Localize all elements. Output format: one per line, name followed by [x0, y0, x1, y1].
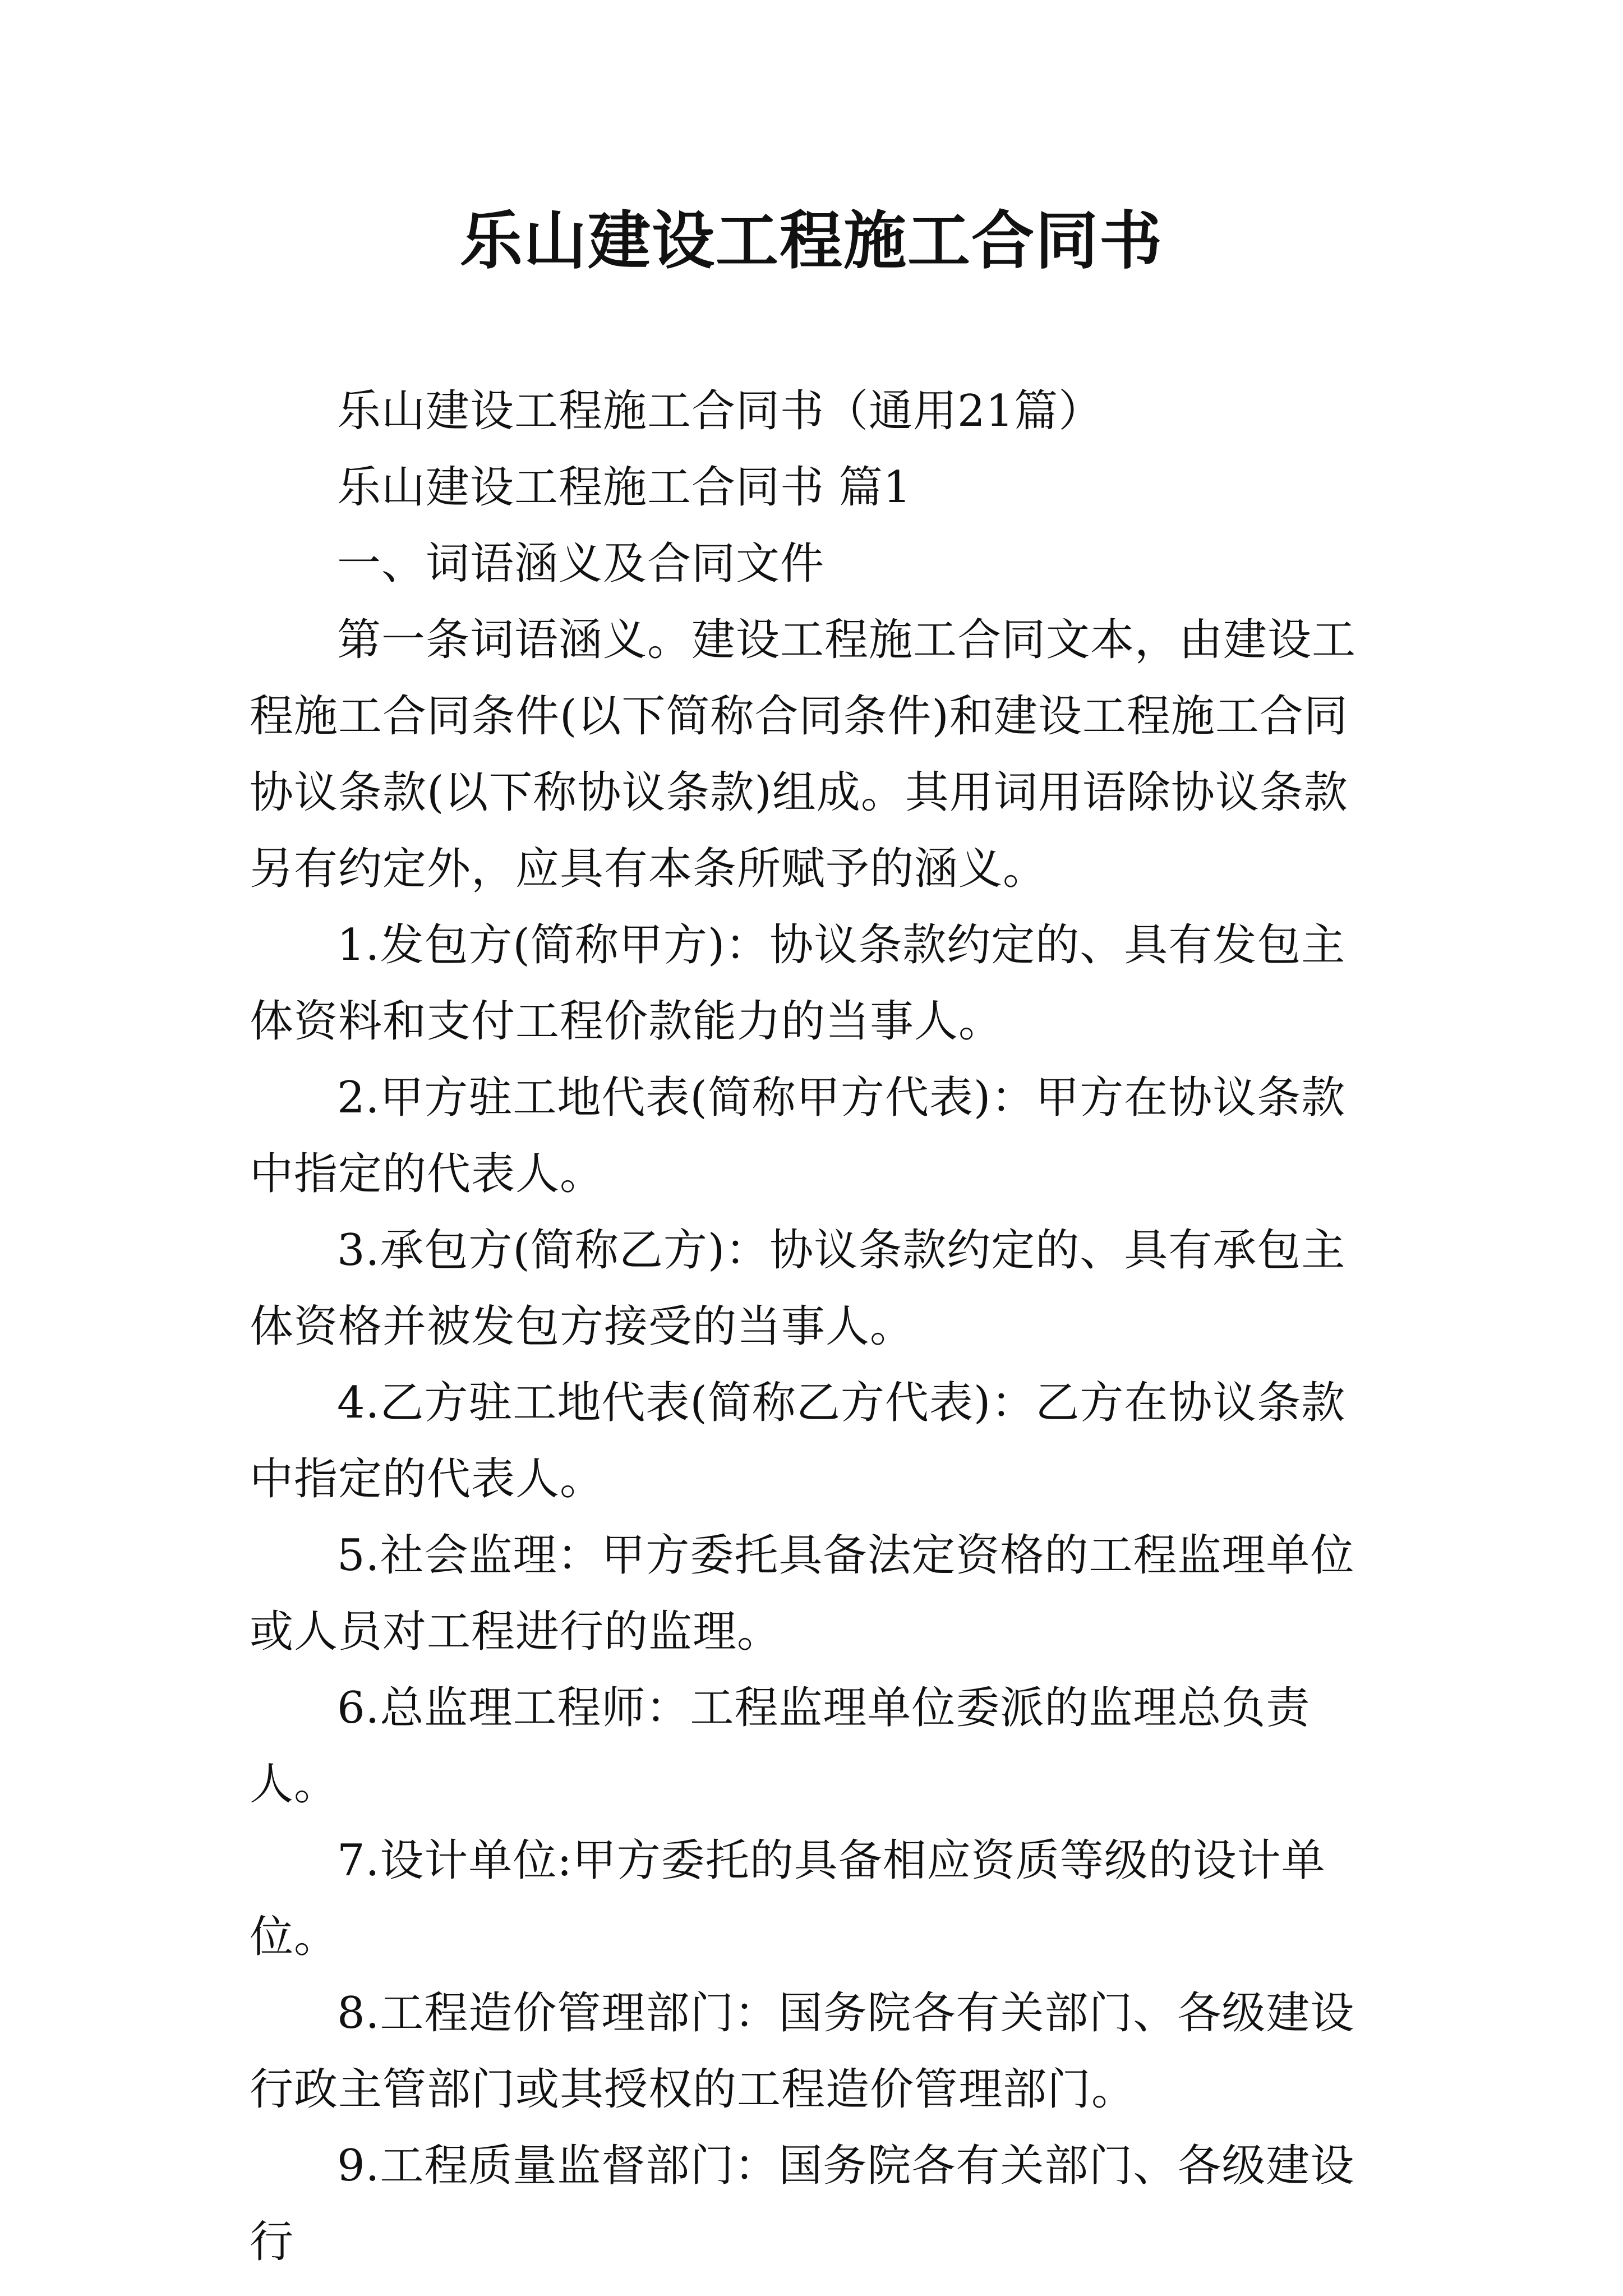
document-body	[250, 373, 1388, 2280]
paragraph-item-4: 4.乙方驻工地代表(简称乙方代表)：乙方在协议条款中指定的代表人。	[250, 1378, 1346, 1504]
paragraph-chapter-heading: 一、词语涵义及合同文件	[337, 539, 825, 589]
paragraph-item-9: 9.工程质量监督部门：国务院各有关部门、各级建设行	[250, 2141, 1355, 2267]
paragraph-item-2: 2.甲方驻工地代表(简称甲方代表)：甲方在协议条款中指定的代表人。	[250, 1073, 1346, 1199]
paragraph-item-7: 7.设计单位:甲方委托的具备相应资质等级的设计单位。	[250, 1835, 1326, 1962]
paragraph-item-1: 1.发包方(简称甲方)：协议条款约定的、具有发包主体资料和支付工程价款能力的当事人。	[250, 920, 1346, 1047]
paragraph-item-5: 5.社会监理：甲方委托具备法定资格的工程监理单位或人员对工程进行的监理。	[250, 1530, 1355, 1657]
paragraph-collection-title: 乐山建设工程施工合同书（通用21篇）	[337, 386, 1103, 436]
paragraph-item-8: 8.工程造价管理部门：国务院各有关部门、各级建设行政主管部门或其授权的工程造价管理部门。	[250, 1988, 1355, 2115]
paragraph-article-1: 第一条词语涵义。建设工程施工合同文本，由建设工程施工合同条件(以下简称合同条件)和建设工程施工合同协议条款(以下称协议条款)组成。其用词用语除协议条款另有约定外，应具有本条所赋予的涵义。	[250, 615, 1357, 894]
paragraph-item-3: 3.承包方(简称乙方)：协议条款约定的、具有承包主体资格并被发包方接受的当事人。	[250, 1225, 1346, 1352]
paragraph-section-heading: 乐山建设工程施工合同书 篇1	[337, 462, 912, 513]
paragraph-item-6: 6.总监理工程师：工程监理单位委派的监理总负责人。	[250, 1683, 1311, 1810]
document-title: 乐山建设工程施工合同书	[460, 204, 1163, 278]
